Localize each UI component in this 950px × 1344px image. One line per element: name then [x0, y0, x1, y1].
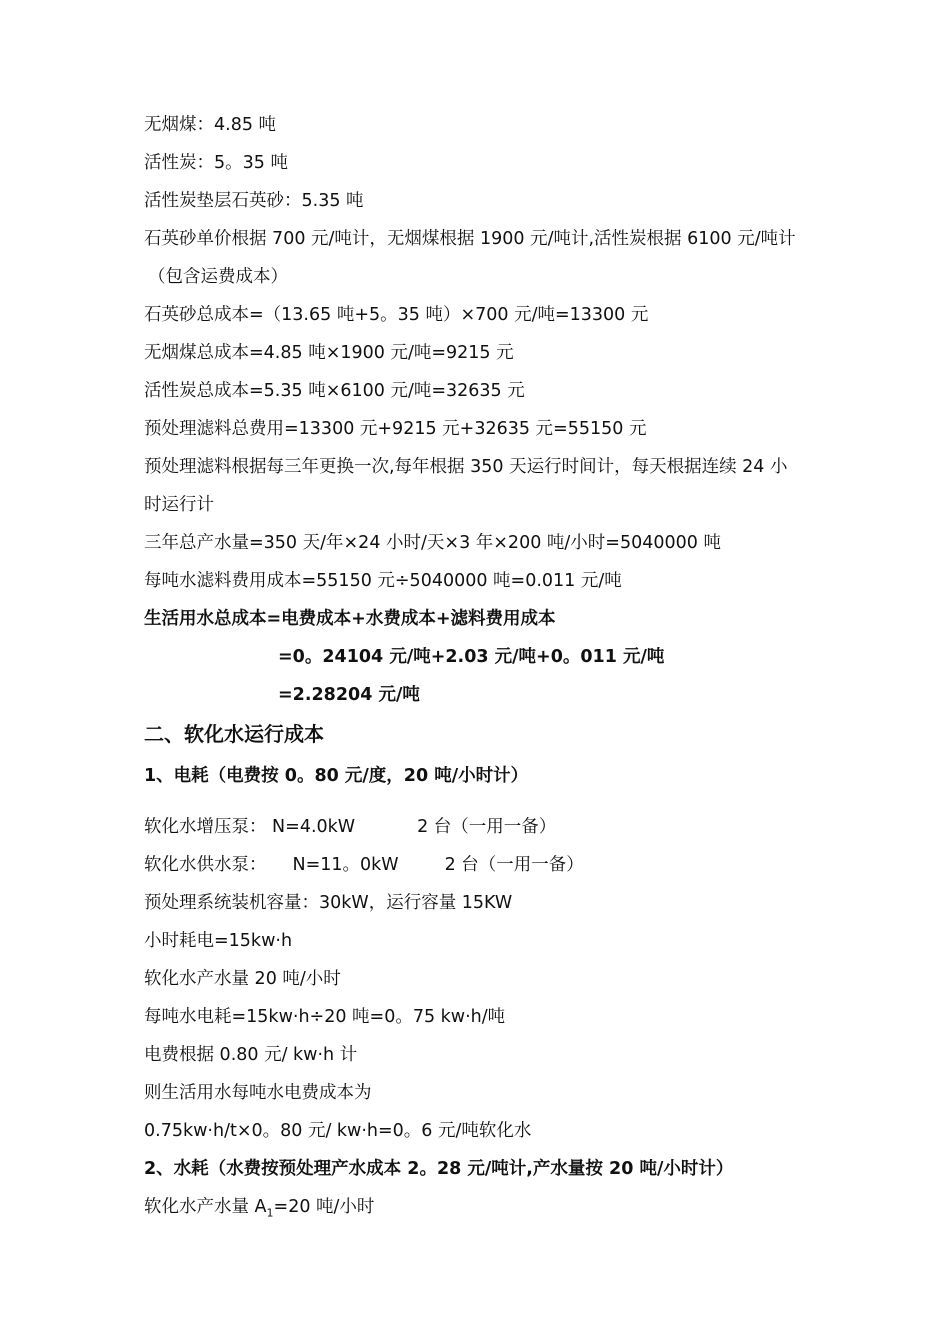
text-line: [144, 853, 584, 877]
pump-label: 软化水供水泵：: [144, 855, 267, 875]
text-line: 时运行计: [144, 495, 214, 515]
text-line: 则生活用水每吨水电费成本为: [144, 1083, 372, 1103]
text-line: 每吨水滤料费用成本=55150 元÷5040000 吨=0.011 元/吨: [144, 571, 622, 591]
pump-label: 软化水增压泵： N=4.0kW: [144, 817, 356, 837]
subscript: 1: [266, 1206, 274, 1220]
text-line: 无烟煤总成本=4.85 吨×1900 元/吨=9215 元: [144, 343, 514, 363]
text-line: 石英砂单价根据 700 元/吨计，无烟煤根据 1900 元/吨计,活性炭根据 6100 元/吨计: [144, 229, 796, 249]
text-line: 活性炭总成本=5.35 吨×6100 元/吨=32635 元: [144, 381, 525, 401]
text-line: 小时耗电=15kw·h: [144, 931, 293, 951]
text-line: 软化水产水量 20 吨/小时: [144, 969, 341, 989]
text-line: 活性炭：5。35 吨: [144, 153, 288, 173]
text-line: 三年总产水量=350 天/年×24 小时/天×3 年×200 吨/小时=5040000 吨: [144, 533, 721, 553]
total-cost-result: =2.28204 元/吨: [278, 685, 420, 705]
text-line: 预处理滤料根据每三年更换一次,每年根据 350 天运行时间计，每天根据连续 24 小: [144, 457, 788, 477]
text-line: 每吨水电耗=15kw·h÷20 吨=0。75 kw·h/吨: [144, 1007, 506, 1027]
text-line: 预处理滤料总费用=13300 元+9215 元+32635 元=55150 元: [144, 419, 647, 439]
text-line: 无烟煤：4.85 吨: [144, 115, 277, 135]
section-heading: 二、软化水运行成本: [144, 722, 324, 746]
total-cost-formula: 生活用水总成本=电费成本+水费成本+滤料费用成本: [144, 609, 556, 629]
pump-power: N=11。0kW: [292, 855, 399, 875]
pump-qty: 2 台（一用一备）: [417, 817, 557, 837]
text-line: 软化水产水量 $A_1=20$ 吨/小时: [144, 1197, 375, 1220]
text-line: 活性炭垫层石英砂：5.35 吨: [144, 191, 364, 211]
text-line: 预处理系统装机容量：30kW，运行容量 15KW: [144, 893, 513, 913]
text-line: 0.75kw·h/t×0。80 元/ kw·h=0。6 元/吨软化水: [144, 1121, 532, 1141]
text-line: [144, 815, 556, 839]
text-line: 石英砂总成本=（13.65 吨+5。35 吨）×700 元/吨=13300 元: [144, 305, 649, 325]
subsection-heading: 1、电耗（电费按 0。80 元/度，20 吨/小时计）: [144, 766, 529, 786]
total-cost-calc: =0。24104 元/吨+2.03 元/吨+0。011 元/吨: [278, 647, 665, 667]
subsection-heading: 2、水耗（水费按预处理产水成本 2。28 元/吨计,产水量按 20 吨/小时计）: [144, 1159, 734, 1179]
text-line: 电费根据 0.80 元/ kw·h 计: [144, 1045, 358, 1065]
text-line: （包含运费成本）: [148, 267, 288, 287]
pump-qty: 2 台（一用一备）: [444, 855, 584, 875]
